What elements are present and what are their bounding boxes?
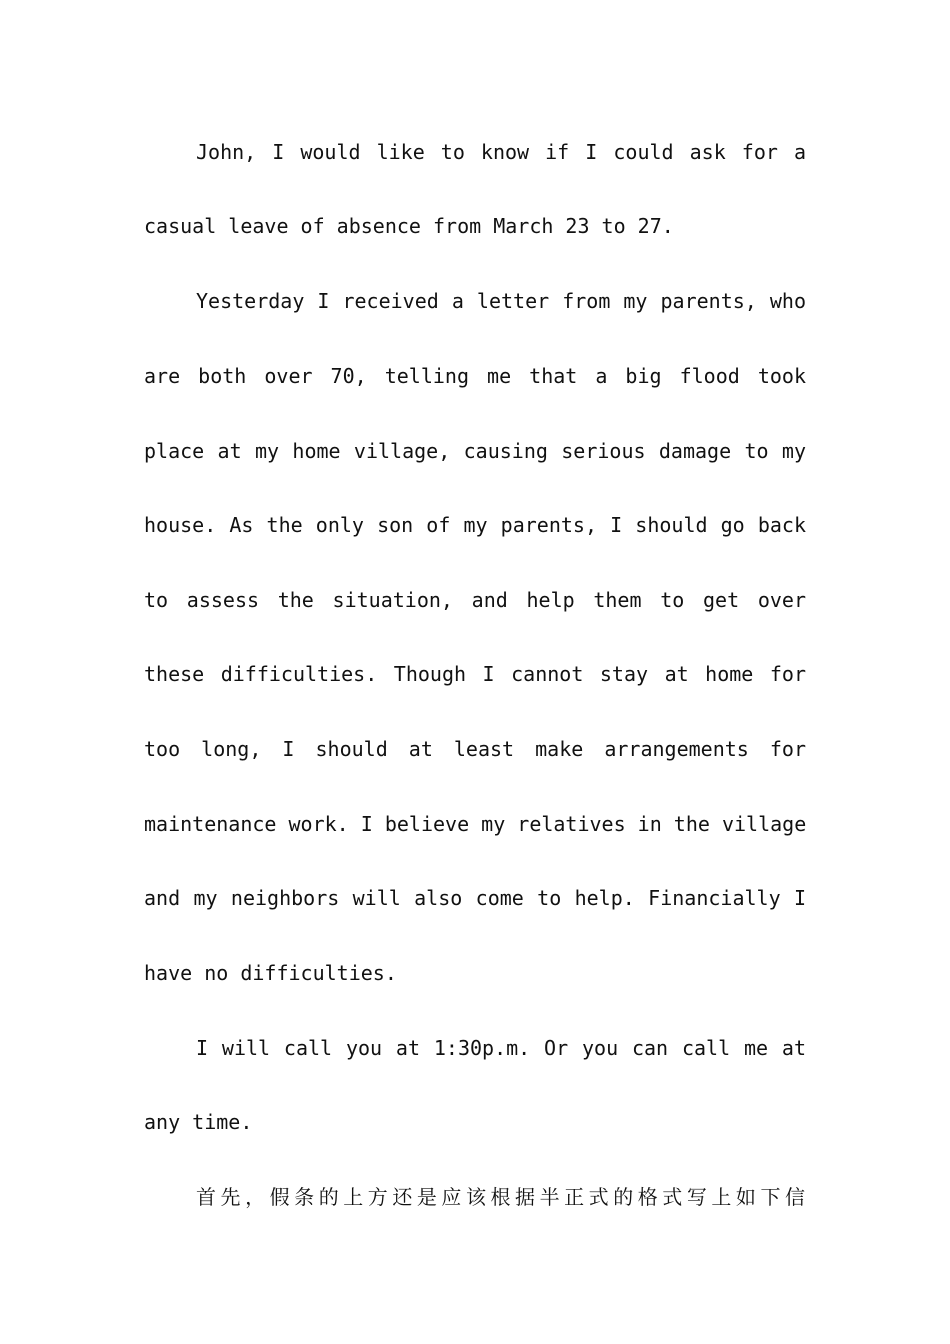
paragraph-2-line-7: too long, I should at least make arrangements for [144, 737, 806, 761]
paragraph-1-line-1: John, I would like to know if I could ask for a [196, 140, 806, 164]
paragraph-3-line-2: any time. [144, 1110, 253, 1134]
paragraph-2-line-10: have no difficulties. [144, 961, 397, 985]
paragraph-2-line-6: these difficulties. Though I cannot stay at home for [144, 662, 806, 686]
paragraph-2-line-5: to assess the situation, and help them to get over [144, 588, 806, 612]
paragraph-3-line-1: I will call you at 1:30p.m. Or you can call me at [196, 1036, 806, 1060]
paragraph-2-line-4: house. As the only son of my parents, I should go back [144, 513, 806, 537]
paragraph-2-line-3: place at my home village, causing serious damage to my [144, 439, 806, 463]
paragraph-2-line-9: and my neighbors will also come to help. Financially I [144, 886, 806, 910]
paragraph-2-line-8: maintenance work. I believe my relatives in the village [144, 812, 806, 836]
paragraph-4-line-1: 首先，假条的上方还是应该根据半正式的格式写上如下信 [196, 1185, 806, 1209]
paragraph-1-line-2: casual leave of absence from March 23 to 27. [144, 214, 674, 238]
paragraph-2-line-2: are both over 70, telling me that a big flood took [144, 364, 806, 388]
paragraph-2-line-1: Yesterday I received a letter from my parents, who [196, 289, 806, 313]
